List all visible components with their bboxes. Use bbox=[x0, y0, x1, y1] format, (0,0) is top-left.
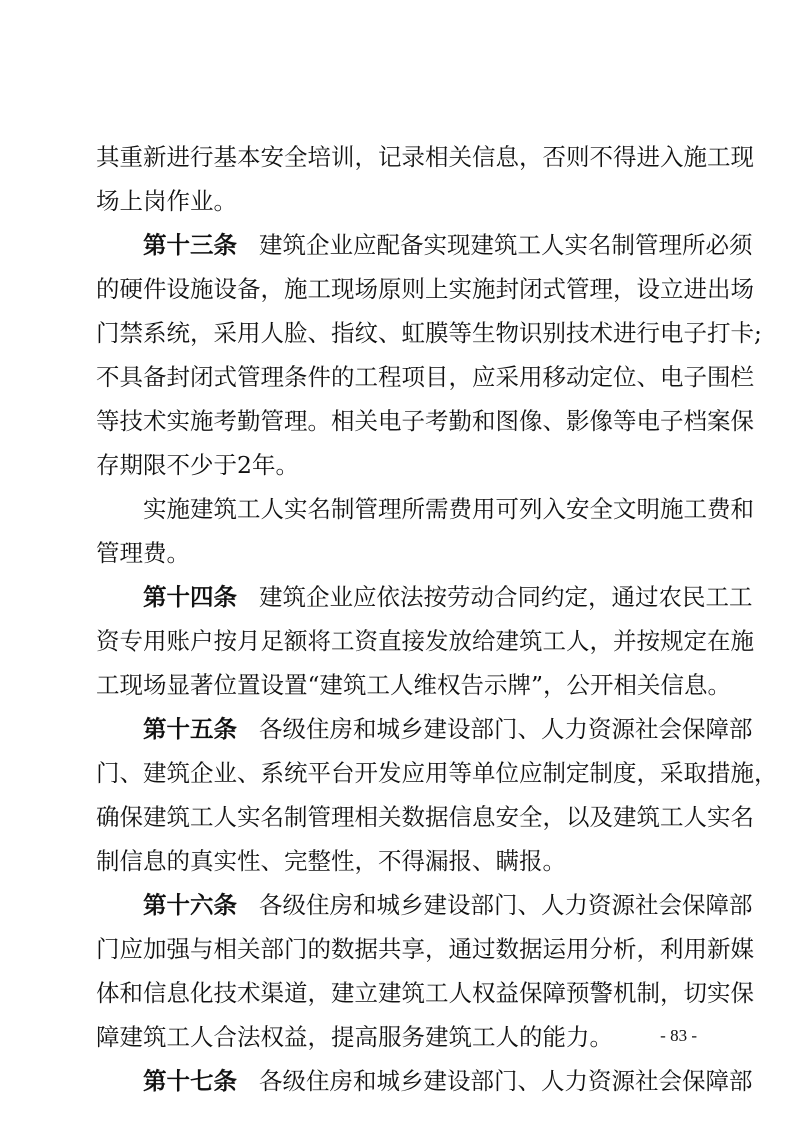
text-line: 门禁系统，采用人脸、指纹、虹膜等生物识别技术进行电子打卡; bbox=[96, 319, 762, 347]
article-13-heading: 第十三条 bbox=[143, 231, 237, 259]
text-line: 其重新进行基本安全培训，记录相关信息，否则不得进入施工现 bbox=[96, 143, 754, 171]
article-15-heading: 第十五条 bbox=[143, 715, 237, 743]
text-line: 障建筑工人合法权益，提高服务建筑工人的能力。 bbox=[96, 1023, 613, 1051]
text-span: 各级住房和城乡建设部门、人力资源社会保障部 bbox=[259, 1067, 753, 1095]
text-line: 确保建筑工人实名制管理相关数据信息安全，以及建筑工人实名 bbox=[96, 803, 754, 831]
article-16-first-line bbox=[143, 885, 753, 925]
text-line: 存期限不少于2年。 bbox=[96, 451, 299, 479]
article-16-heading: 第十六条 bbox=[143, 891, 237, 919]
text-line: 资专用账户按月足额将工资直接发放给建筑工人，并按规定在施 bbox=[96, 627, 754, 655]
article-14-heading: 第十四条 bbox=[143, 583, 237, 611]
text-line: 体和信息化技术渠道，建立建筑工人权益保障预警机制，切实保 bbox=[96, 979, 754, 1007]
text-line: 等技术实施考勤管理。相关电子考勤和图像、影像等电子档案保 bbox=[96, 407, 754, 435]
text-line: 管理费。 bbox=[96, 539, 190, 567]
article-14-first-line bbox=[143, 577, 753, 617]
text-line: 工现场显著位置设置“建筑工人维权告示牌”，公开相关信息。 bbox=[96, 671, 732, 699]
text-line: 场上岗作业。 bbox=[96, 187, 237, 215]
text-line: 制信息的真实性、完整性，不得漏报、瞒报。 bbox=[96, 847, 566, 875]
article-15-first-line bbox=[143, 709, 753, 749]
article-17-first-line bbox=[143, 1061, 753, 1101]
page-number: - 83 - bbox=[660, 1026, 697, 1045]
text-span: 建筑企业应配备实现建筑工人实名制管理所必须 bbox=[259, 231, 753, 259]
text-span: 各级住房和城乡建设部门、人力资源社会保障部 bbox=[259, 891, 753, 919]
text-line: 门、建筑企业、系统平台开发应用等单位应制定制度，采取措施， bbox=[96, 759, 778, 787]
text-span: 建筑企业应依法按劳动合同约定，通过农民工工 bbox=[259, 583, 753, 611]
text-line: 门应加强与相关部门的数据共享，通过数据运用分析，利用新媒 bbox=[96, 935, 754, 963]
text-span: 各级住房和城乡建设部门、人力资源社会保障部 bbox=[259, 715, 753, 743]
article-13-first-line bbox=[143, 225, 753, 265]
text-line: 的硬件设施设备，施工现场原则上实施封闭式管理，设立进出场 bbox=[96, 275, 754, 303]
article-17-heading: 第十七条 bbox=[143, 1067, 237, 1095]
text-line: 实施建筑工人实名制管理所需费用可列入安全文明施工费和 bbox=[143, 495, 754, 523]
text-line: 不具备封闭式管理条件的工程项目，应采用移动定位、电子围栏 bbox=[96, 363, 754, 391]
